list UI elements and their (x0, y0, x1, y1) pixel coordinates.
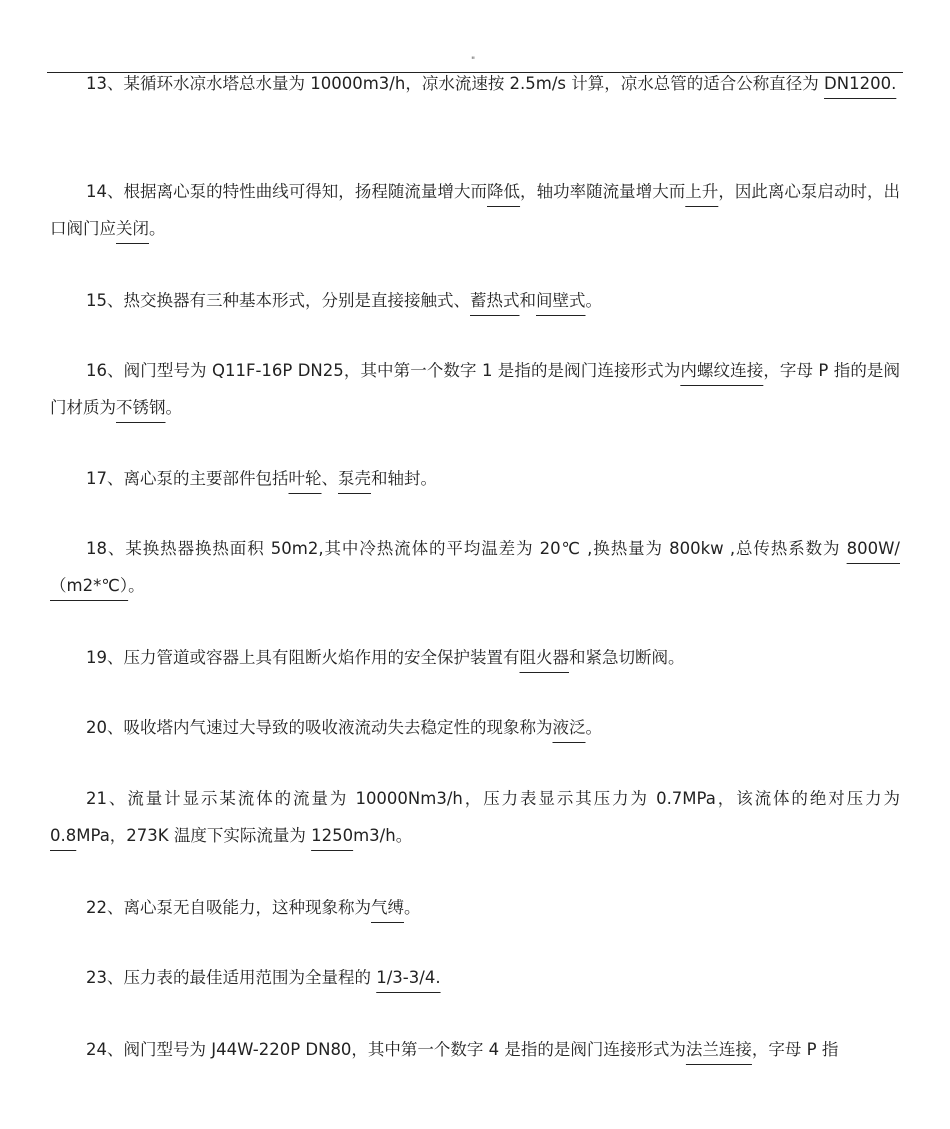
question-14 (50, 173, 900, 247)
question-text: ，因此离心泵启动时，出口阀门应 (50, 182, 901, 238)
question-text: 19、压力管道或容器上具有阻断火焰作用的安全保护装置有 (86, 648, 520, 667)
question-text: m3/h。 (353, 826, 413, 845)
question-16 (50, 352, 900, 426)
question-21 (50, 780, 900, 854)
answer-blank: 间壁式 (536, 291, 586, 310)
answer-blank: 1/3-3/4. (376, 968, 441, 987)
question-text: 15、热交换器有三种基本形式，分别是直接接触式、 (86, 291, 470, 310)
question-text: 。 (404, 898, 421, 917)
question-15 (50, 282, 900, 319)
answer-blank: 内螺纹连接 (680, 361, 764, 380)
question-text: 。 (585, 291, 602, 310)
answer-blank: 上升 (685, 182, 719, 201)
question-text: ，轴功率随流量增大而 (520, 182, 686, 201)
question-text: 。 (149, 219, 166, 238)
question-text: ，字母 P 指 (751, 1040, 839, 1059)
answer-blank: 关闭 (116, 219, 149, 238)
question-text: MPa，273K 温度下实际流量为 (76, 826, 312, 845)
question-text: 14、根据离心泵的特性曲线可得知，扬程随流量增大而 (86, 182, 487, 201)
question-23 (50, 959, 900, 996)
answer-blank: 叶轮 (288, 469, 322, 488)
question-text: 13、某循环水凉水塔总水量为 10000m3/h，凉水流速按 2.5m/s 计算，凉水总管的适合公称直径为 (86, 74, 825, 93)
header-mark: " (471, 56, 476, 66)
answer-blank: 0.8 (50, 826, 77, 845)
question-text: 17、离心泵的主要部件包括 (86, 469, 289, 488)
answer-blank: 泵壳 (338, 469, 371, 488)
question-19 (50, 639, 900, 676)
answer-blank: 阻火器 (519, 648, 569, 667)
question-text: 22、离心泵无自吸能力，这种现象称为 (86, 898, 371, 917)
question-text: 。 (585, 718, 602, 737)
question-text: 23、压力表的最佳适用范围为全量程的 (86, 968, 377, 987)
question-17 (50, 460, 900, 497)
question-13 (50, 65, 900, 102)
question-text: ，字母 P 指的是阀门材质为 (50, 361, 901, 417)
question-24 (50, 1031, 900, 1068)
question-text: 21、流量计显示某流体的流量为 10000Nm3/h，压力表显示其压力为 0.7MPa，该流体的绝对压力为 (86, 789, 900, 808)
answer-blank: 不锈钢 (116, 398, 166, 417)
answer-blank: 液泛 (552, 718, 586, 737)
question-text: 24、阀门型号为 J44W-220P DN80，其中第一个数字 4 是指的是阀门连接形式为 (86, 1040, 686, 1059)
question-text: 和紧急切断阀。 (569, 648, 685, 667)
answer-blank: 1250 (311, 826, 354, 845)
answer-blank: 800W/（m2*℃） (50, 539, 900, 595)
question-18 (50, 530, 900, 604)
answer-blank: 降低 (487, 182, 521, 201)
question-text: 。 (165, 398, 182, 417)
answer-blank: 气缚 (371, 898, 404, 917)
question-text: 18、某换热器换热面积 50m2,其中冷热流体的平均温差为 20℃ ,换热量为 800kw ,总传热系数为 (86, 539, 847, 558)
question-text: 20、吸收塔内气速过大导致的吸收液流动失去稳定性的现象称为 (86, 718, 553, 737)
question-20 (50, 709, 900, 746)
answer-blank: 法兰连接 (685, 1040, 752, 1059)
question-text: 和轴封。 (371, 469, 437, 488)
question-text: 。 (128, 576, 145, 595)
question-text: 、 (321, 469, 338, 488)
question-22 (50, 889, 900, 926)
answer-blank: DN1200. (824, 74, 897, 93)
question-text: 16、阀门型号为 Q11F-16P DN25，其中第一个数字 1 是指的是阀门连接形式为 (86, 361, 681, 380)
question-text: 和 (519, 291, 536, 310)
answer-blank: 蓄热式 (470, 291, 520, 310)
